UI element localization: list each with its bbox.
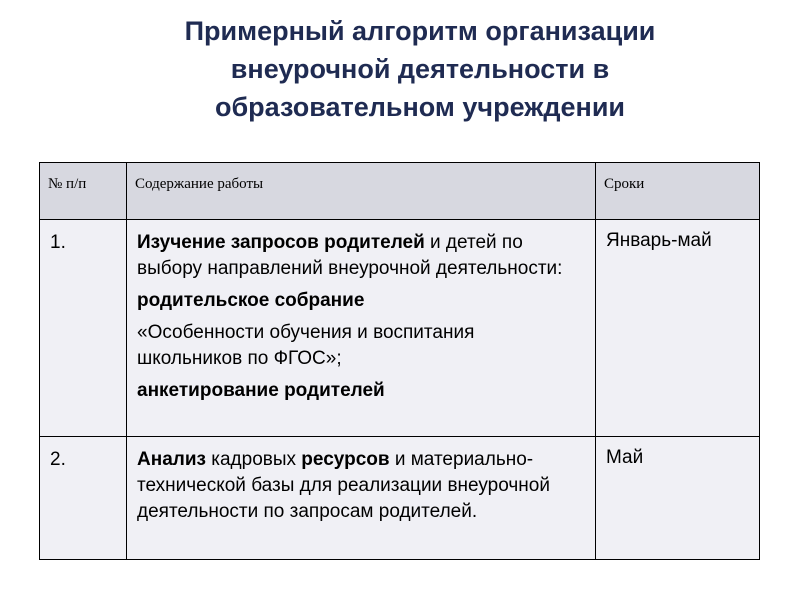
plain-text: и материально-технической базы для реализации внеурочной деятельности по запросам родителей. [137,449,550,522]
bold-text: Анализ [137,449,206,470]
content-paragraph [137,447,581,525]
plan-table [39,162,760,560]
header-num: № п/п [40,163,127,220]
table-row [40,220,760,437]
row-content [127,437,596,560]
title-line-2: внеурочной деятельности в [230,54,610,84]
page-title [120,12,720,126]
content-paragraph: «Особенности обучения и воспитания школьников по ФГОС»; [137,322,475,369]
bold-text: анкетирование родителей [137,380,385,401]
plain-text: и детей по выбору направлений внеурочной деятельности: [137,232,563,279]
title-line-1: Примерный алгоритм организации [184,16,656,46]
header-content: Содержание работы [127,163,596,220]
content-paragraph [137,230,581,282]
row-content [127,220,596,437]
table-header-row [40,163,760,220]
row-num: 1. [40,220,127,437]
row-term: Январь-май [596,220,760,437]
bold-text: родительское собрание [137,290,365,311]
header-term: Сроки [596,163,760,220]
bold-text: ресурсов [301,449,390,470]
table-row [40,437,760,560]
content-paragraph [137,378,581,404]
content-paragraph [137,288,581,314]
title-line-3: образовательном учреждении [214,92,626,122]
plain-text: кадровых [205,449,302,470]
bold-text: Изучение запросов родителей [137,232,425,253]
row-num: 2. [40,437,127,560]
row-term: Май [596,437,760,560]
